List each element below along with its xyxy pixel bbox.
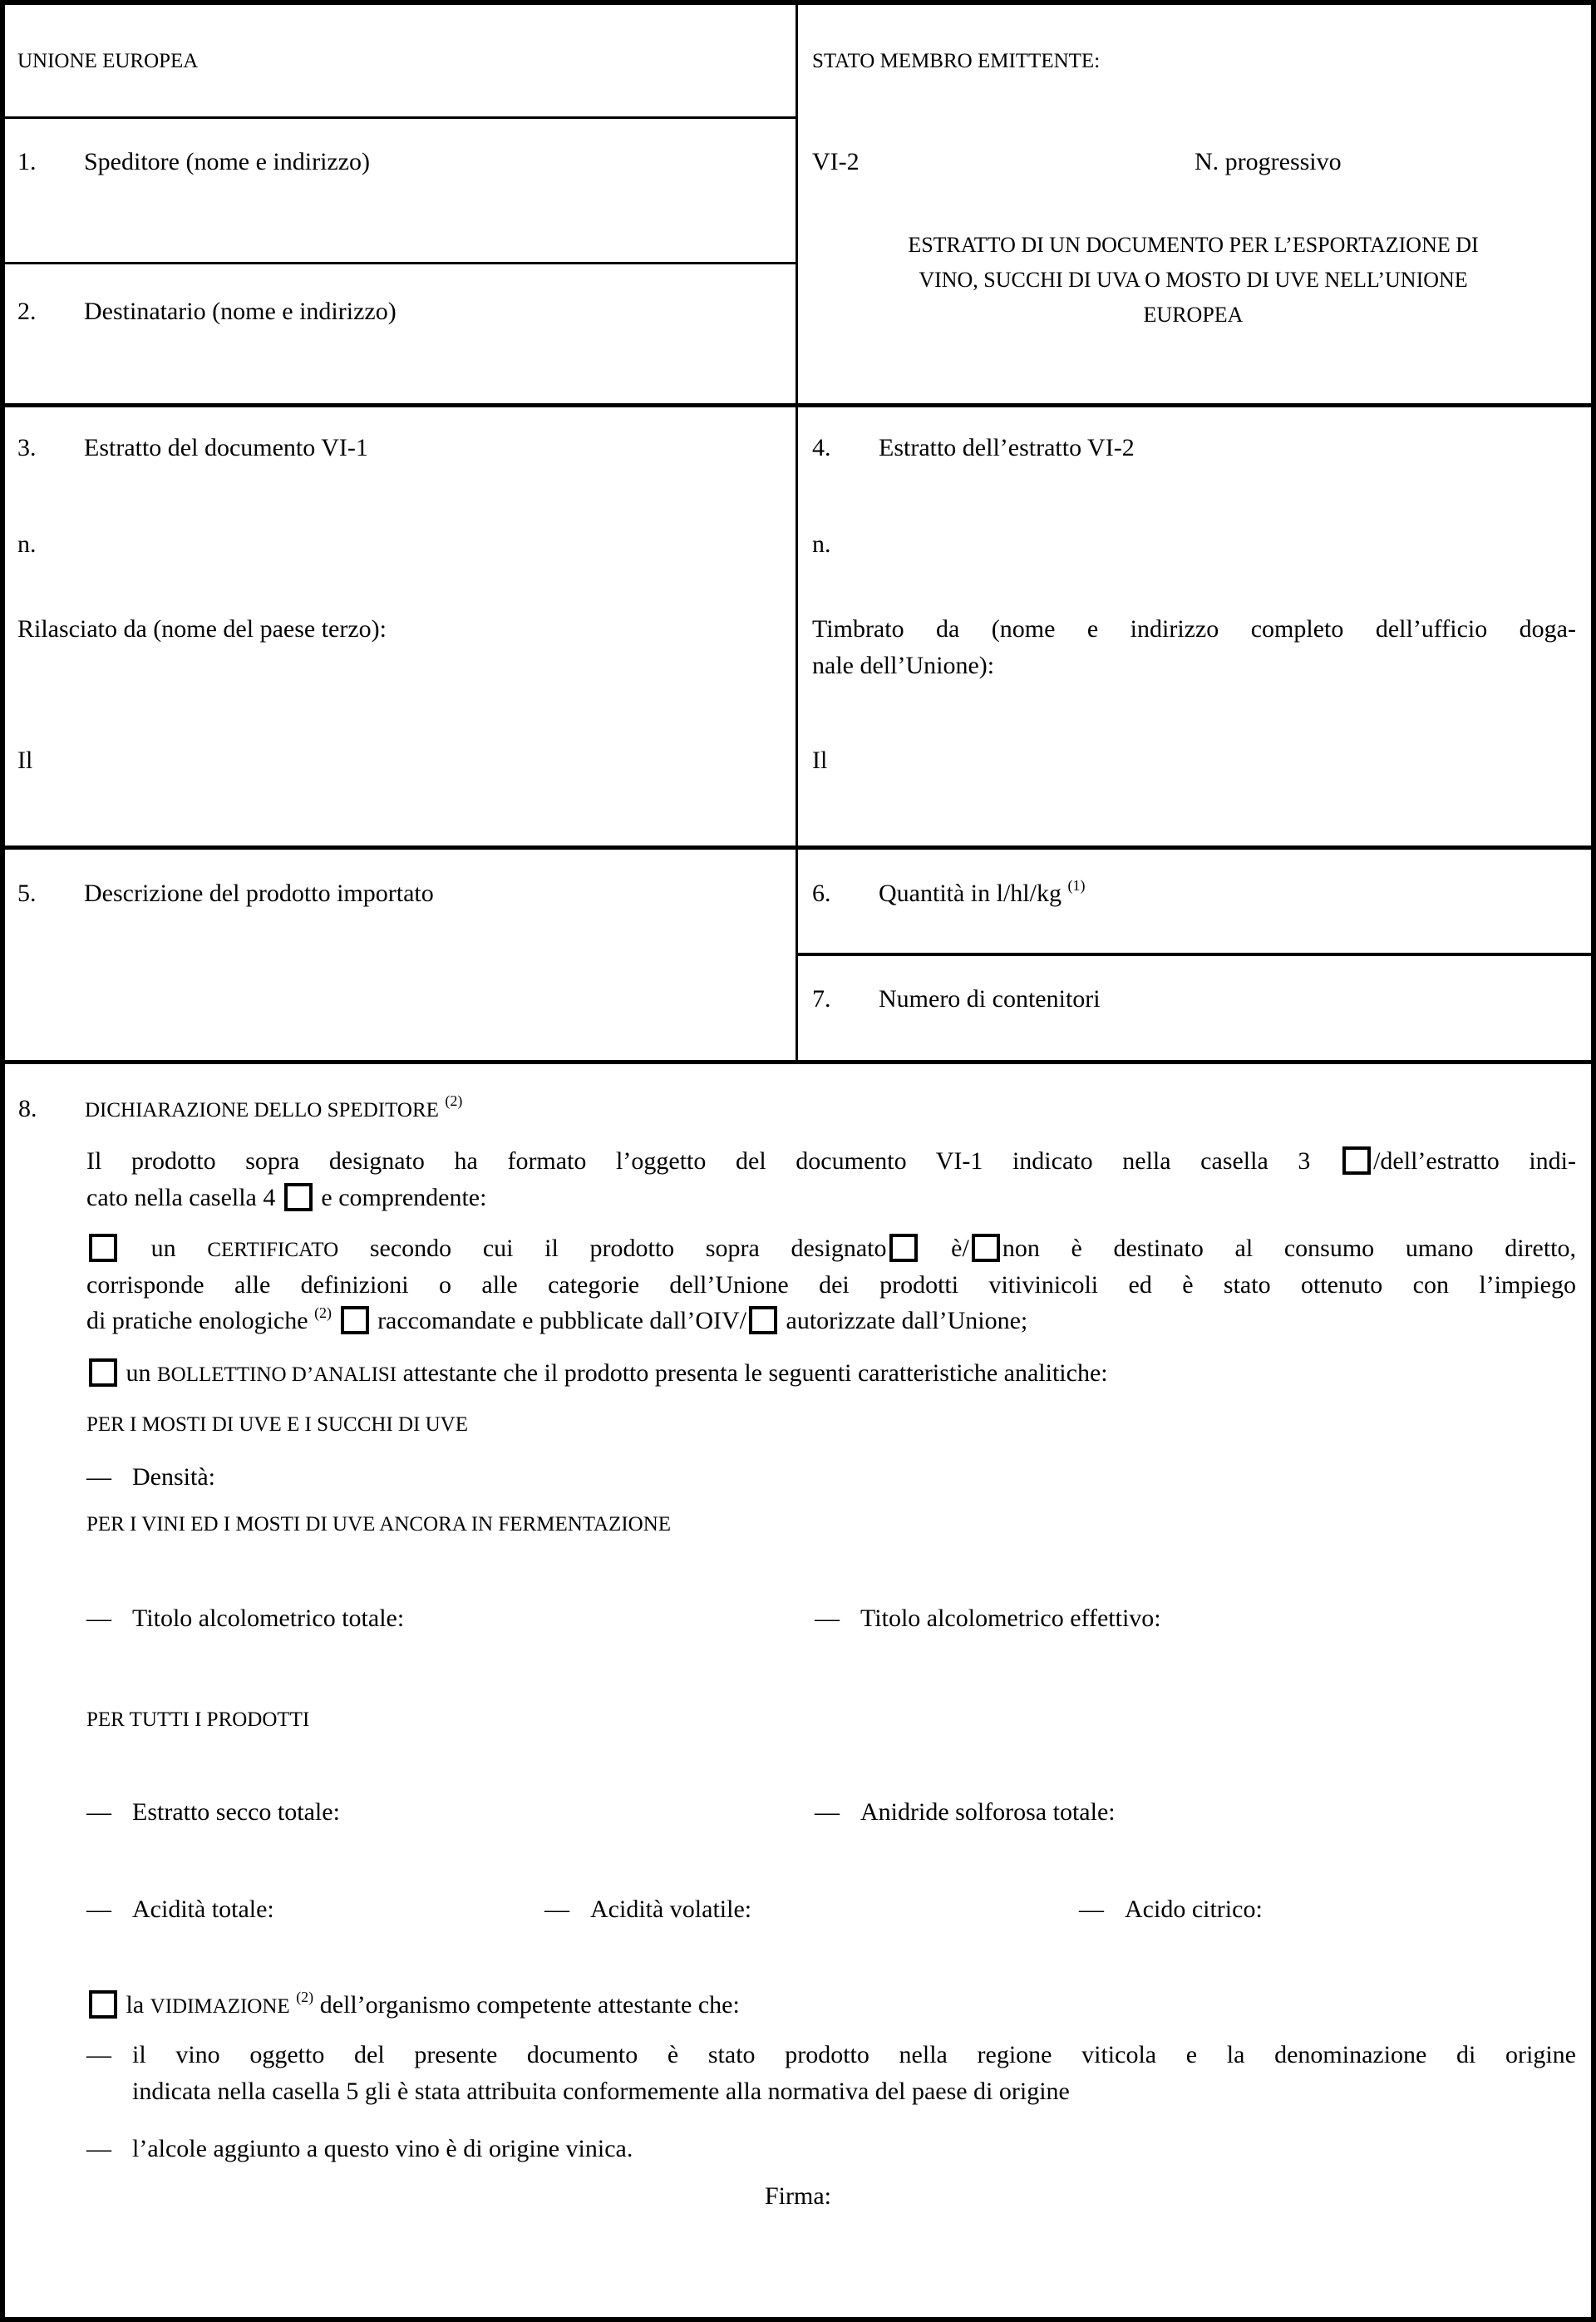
dry-extract-label: Estratto secco totale: (132, 1798, 340, 1826)
checkbox[interactable] (1342, 1146, 1371, 1175)
vertical-divider (796, 5, 798, 1064)
total-acidity-label: Acidità totale: (132, 1896, 274, 1923)
box7-number: 7. (812, 985, 831, 1013)
declaration-paragraph-line2 (86, 1180, 486, 1215)
text-run: DICHIARAZIONE DELLO SPEDITORE (85, 1099, 439, 1122)
citric-acid-item (1079, 1891, 1263, 1927)
footnote-reference: (2) (296, 1989, 314, 2005)
box4-extract-vi2-label (812, 430, 1135, 466)
box4-label-text: Estratto dell’estratto VI-2 (879, 434, 1135, 461)
divider-box567-box8 (5, 1060, 1591, 1064)
text-run: di pratiche enologiche (86, 1307, 315, 1334)
member-state-label: STATO MEMBRO EMITTENTE: (812, 50, 1101, 72)
checkbox[interactable] (284, 1183, 313, 1211)
all-products-header: PER TUTTI I PRODOTTI (86, 1708, 310, 1731)
text-run: attestante che il prodotto presenta le seguenti caratteristiche analitiche: (397, 1359, 1108, 1387)
checkbox[interactable] (889, 1234, 918, 1262)
checkbox[interactable] (89, 1358, 117, 1387)
eu-label: UNIONE EUROPEA (17, 50, 199, 72)
vinous-alcohol-item (86, 2131, 633, 2167)
total-alcohol-label: Titolo alcolometrico totale: (132, 1605, 405, 1632)
box3-label-text: Estratto del documento VI-1 (84, 434, 368, 461)
declaration-paragraph-line1 (86, 1143, 1576, 1179)
box2-consignee-label (17, 293, 397, 329)
wine-origin-item-line1: il vino oggetto del presente documento è stato prodotto nella regione viticola e la denominazione di origine (132, 2041, 1576, 2068)
box3-date-label: Il (17, 747, 33, 774)
dash: — (86, 2041, 111, 2068)
text-run: dell’organismo competente attestante che: (313, 1991, 740, 2019)
box1-number: 1. (17, 148, 37, 175)
dash: — (86, 2135, 111, 2162)
divider-box34-box567 (5, 845, 1591, 850)
form-title-line1: ESTRATTO DI UN DOCUMENTO PER L’ESPORTAZIONE DI (908, 233, 1479, 257)
dash: — (815, 1798, 840, 1826)
checkbox[interactable] (749, 1306, 777, 1334)
box6-label-text (879, 877, 1086, 907)
footnote-reference: (2) (314, 1304, 332, 1321)
text-run: la (120, 1991, 150, 2019)
box5-label-text: Descrizione del prodotto importato (84, 880, 434, 907)
serial-number-label: N. progressivo (1195, 148, 1342, 175)
dash: — (86, 1605, 111, 1632)
total-alcohol-item (86, 1600, 404, 1636)
checkbox[interactable] (341, 1306, 369, 1334)
so2-label: Anidride solforosa totale: (860, 1798, 1116, 1826)
box7-containers-label (812, 981, 1101, 1017)
volatile-acidity-label: Acidità volatile: (590, 1896, 752, 1923)
text-run: raccomandate e pubblicate dall’OIV/ (371, 1307, 747, 1334)
certificate-option-line2: corrisponde alle definizioni o alle categorie dell’Unione dei prodotti vitivinicoli ed è stato ottenuto con l’impiego (86, 1271, 1576, 1299)
form-code: VI-2 (812, 148, 860, 175)
vidimazione-option (86, 1987, 740, 2024)
text-run: un (120, 1235, 208, 1262)
form-title (796, 228, 1591, 333)
text-run: autorizzate dall’Unione; (780, 1307, 1028, 1334)
density-item (86, 1459, 215, 1495)
dry-extract-item (86, 1794, 340, 1830)
density-label: Densità: (132, 1463, 215, 1491)
box5-number: 5. (17, 880, 37, 907)
text-run (332, 1307, 338, 1334)
dash: — (544, 1896, 569, 1923)
wines-header: PER I VINI ED I MOSTI DI UVE ANCORA IN FERMENTAZIONE (86, 1513, 672, 1536)
dash: — (86, 1463, 111, 1491)
divider-box1-box2 (5, 262, 796, 264)
text-run: BOLLETTINO D’ANALISI (157, 1363, 397, 1386)
checkbox[interactable] (89, 1990, 117, 2019)
box8-declaration-heading (18, 1091, 462, 1128)
divider-under-eu-label (5, 116, 796, 119)
dash: — (815, 1605, 840, 1632)
box1-consignor-label (17, 144, 370, 180)
box7-label-text: Numero di contenitori (879, 985, 1101, 1013)
text-run: Quantità in l/hl/kg (879, 880, 1068, 907)
checkbox[interactable] (972, 1234, 1000, 1262)
box4-stamped-by-label-line1: Timbrato da (nome e indirizzo completo dell’ufficio doga- (812, 615, 1576, 643)
divider-header-box34 (5, 403, 1591, 407)
text-run: CERTIFICATO (207, 1239, 339, 1261)
total-acidity-item (86, 1891, 274, 1927)
citric-acid-label: Acido citrico: (1125, 1896, 1263, 1923)
text-run: VIDIMAZIONE (150, 1995, 290, 2018)
signature-label: Firma: (765, 2182, 831, 2210)
musts-header: PER I MOSTI DI UVE E I SUCCHI DI UVE (86, 1413, 469, 1436)
footnote-reference: (2) (445, 1092, 463, 1109)
box4-date-label: Il (812, 747, 828, 774)
certificate-option-line1 (86, 1230, 1576, 1268)
dash: — (1079, 1896, 1104, 1923)
text-run: Il prodotto sopra designato ha formato l’oggetto del documento VI-1 indicato nella casella 3 (86, 1147, 1341, 1175)
vinous-alcohol-label: l’alcole aggiunto a questo vino è di origine vinica. (132, 2135, 633, 2162)
form-title-line3: EUROPEA (1143, 303, 1244, 327)
box4-number: 4. (812, 434, 831, 461)
text-run: /dell’estratto indi- (1373, 1147, 1576, 1175)
dash: — (86, 1798, 111, 1826)
actual-alcohol-item (815, 1600, 1161, 1636)
box2-label-text: Destinatario (nome e indirizzo) (84, 298, 397, 325)
text-run: un (120, 1359, 157, 1387)
so2-item (815, 1794, 1116, 1830)
text-run: e comprendente: (314, 1184, 487, 1211)
box8-heading-text (85, 1092, 463, 1122)
footnote-reference: (1) (1067, 877, 1086, 894)
checkbox[interactable] (89, 1234, 117, 1262)
divider-box6-box7 (796, 953, 1591, 956)
dash: — (86, 1896, 111, 1923)
box8-number: 8. (18, 1095, 37, 1122)
text-run: è/ (919, 1235, 969, 1262)
box5-description-label (17, 875, 434, 911)
actual-alcohol-label: Titolo alcolometrico effettivo: (860, 1605, 1161, 1632)
analysis-option (86, 1355, 1108, 1393)
text-run: cato nella casella 4 (86, 1184, 282, 1211)
wine-origin-dash (86, 2037, 132, 2073)
text-run: non è destinato al consumo umano diretto, (1002, 1235, 1577, 1262)
box1-label-text: Speditore (nome e indirizzo) (84, 148, 371, 175)
box6-quantity-label (812, 875, 1085, 911)
form-title-line2: VINO, SUCCHI DI UVA O MOSTO DI UVE NELL’UNIONE (919, 268, 1468, 292)
box3-number: 3. (17, 434, 37, 461)
box4-stamped-by-label-line2: nale dell’Unione): (812, 652, 995, 679)
text-run: secondo cui il prodotto sopra designato (338, 1235, 887, 1262)
certificate-option-line3 (86, 1303, 1027, 1338)
box3-issued-by-label: Rilasciato da (nome del paese terzo): (17, 615, 387, 643)
box3-n-label: n. (17, 530, 37, 558)
box6-number: 6. (812, 880, 831, 907)
box3-extract-vi1-label (17, 430, 368, 466)
box2-number: 2. (17, 298, 37, 325)
wine-origin-item-line2: indicata nella casella 5 gli è stata attribuita conformemente alla normativa del paese di origine (132, 2078, 1070, 2105)
volatile-acidity-item (544, 1891, 751, 1927)
box4-n-label: n. (812, 530, 831, 558)
